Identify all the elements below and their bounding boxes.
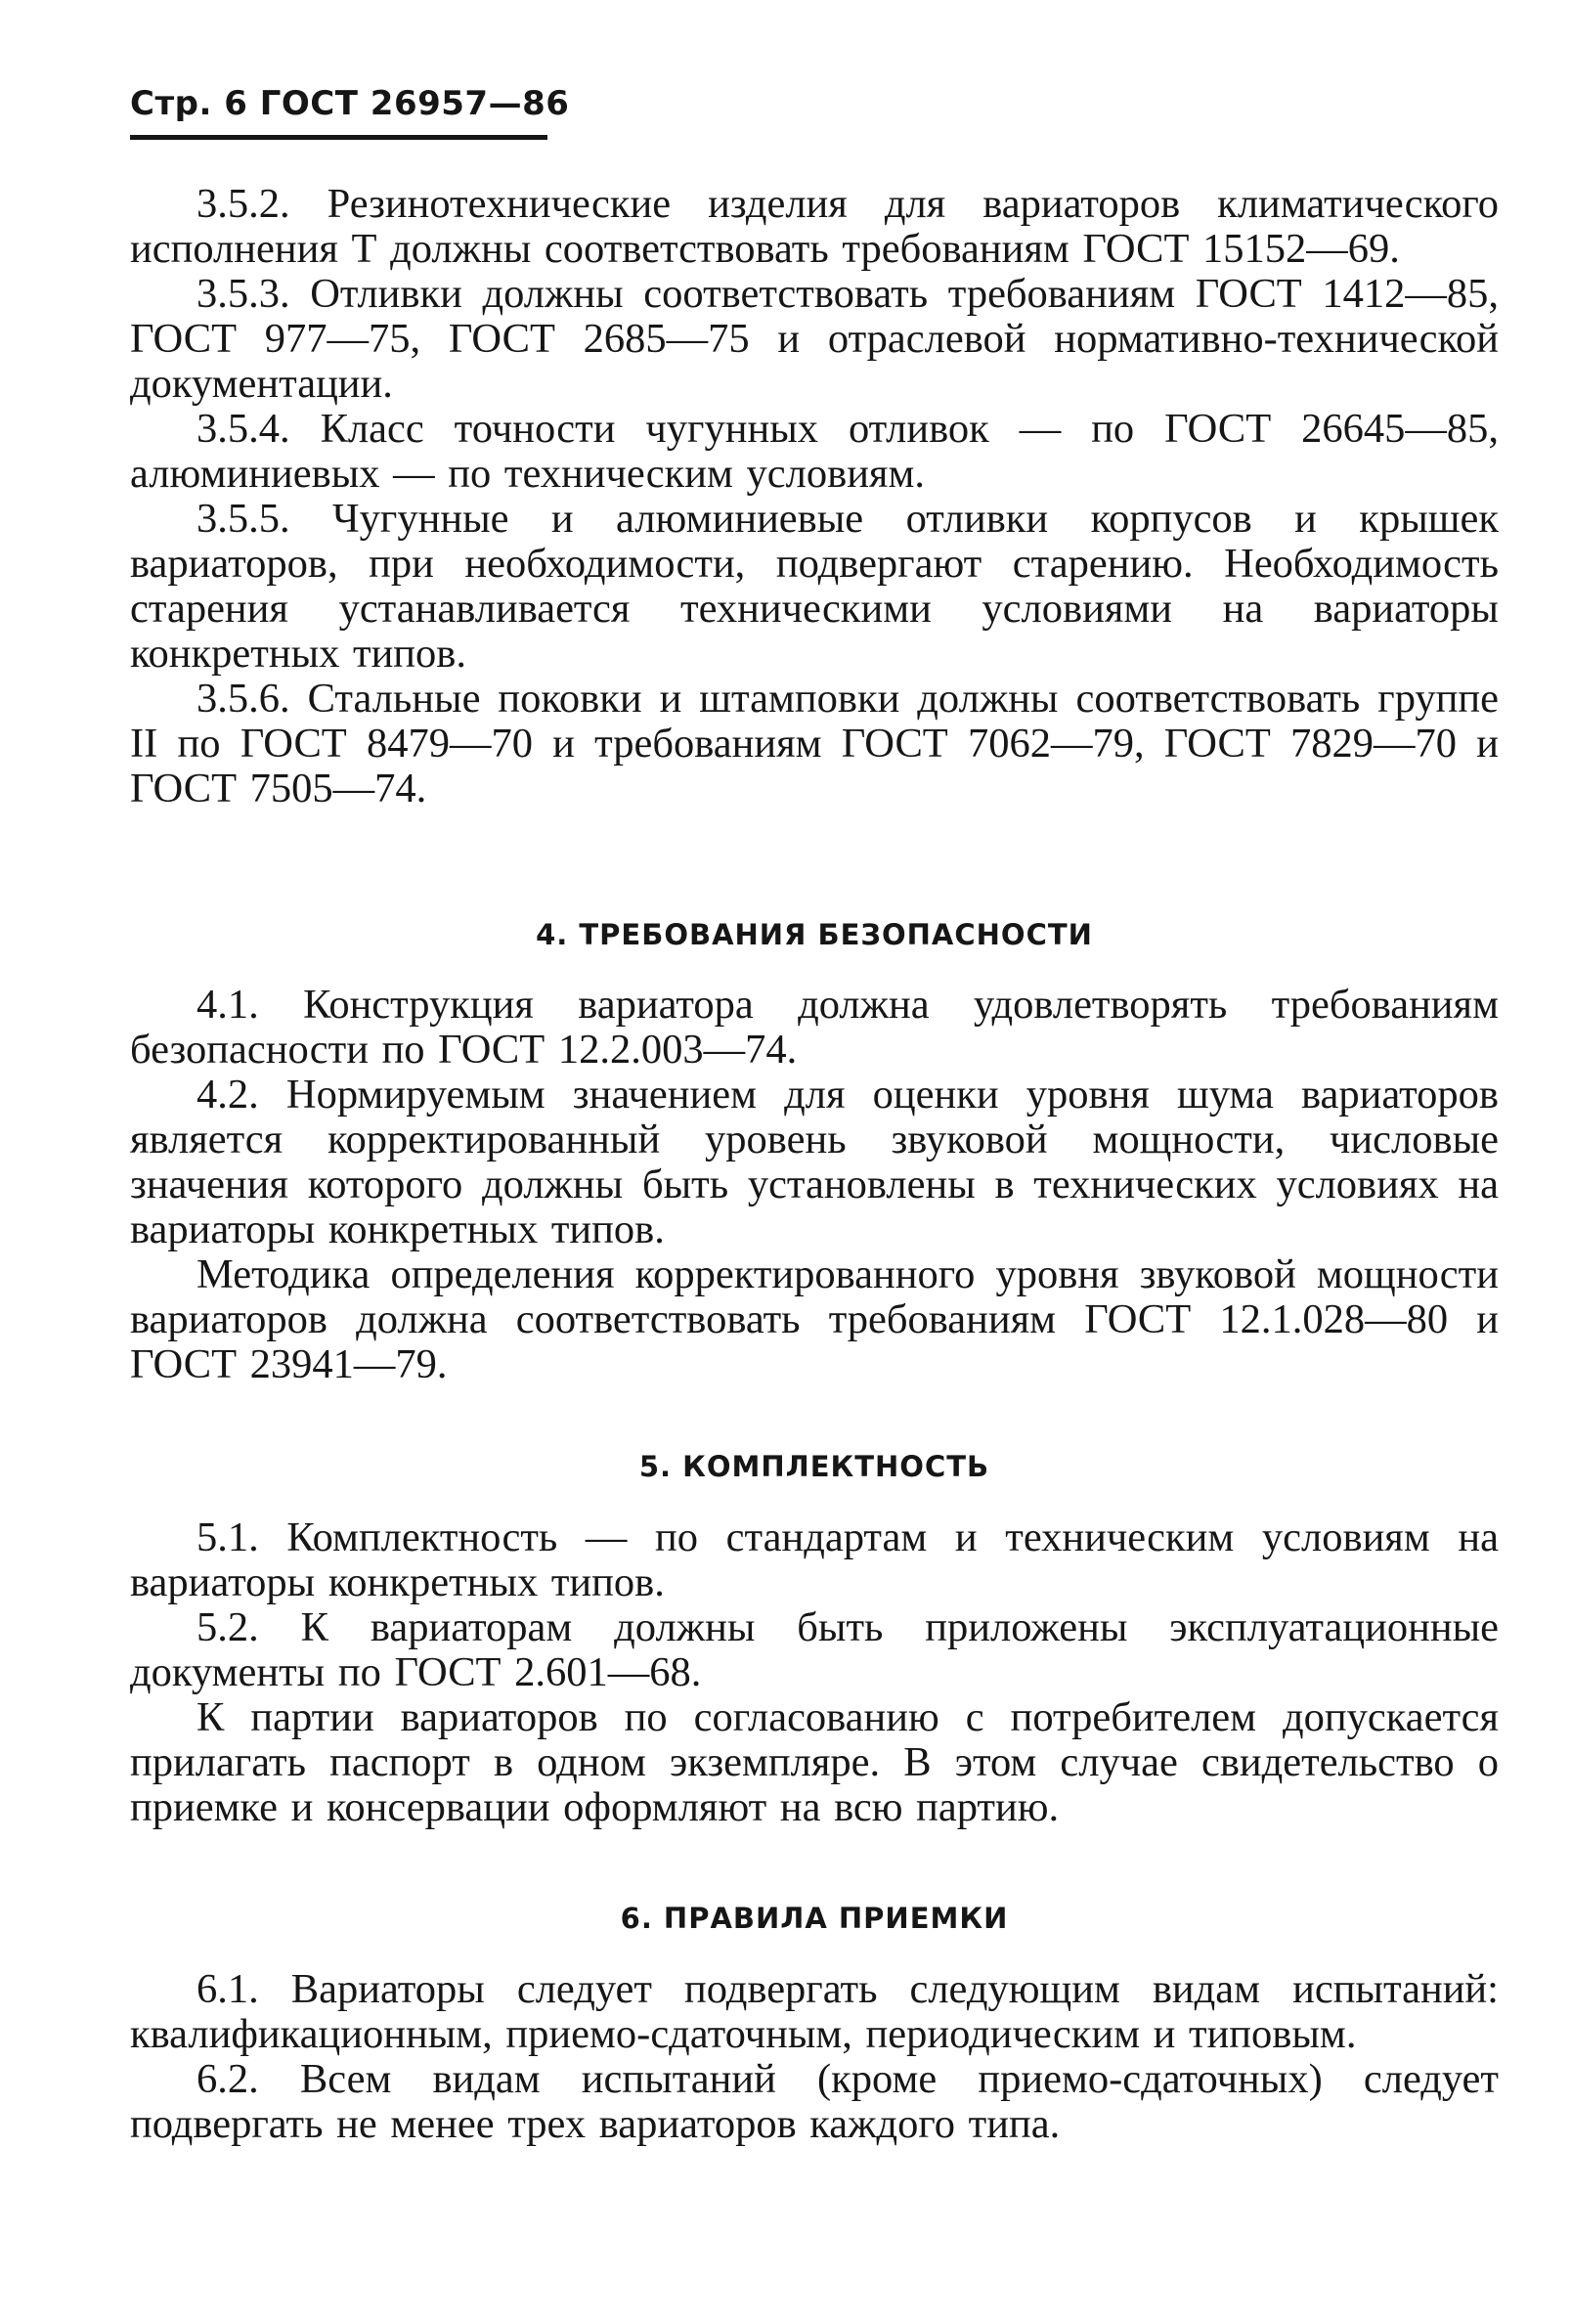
paragraph-3-5-5: 3.5.5. Чугунные и алюминиевые отливки корпусов и крышек вариаторов, при необходимости, подвергают старению. Необходимость старения устанавливается техническими условиями на вариаторы конкретных типов. [130,496,1499,677]
paragraph-3-5-6: 3.5.6. Стальные поковки и штамповки должны соответствовать группе II по ГОСТ 8479—70 и требованиям ГОСТ 7062—79, ГОСТ 7829—70 и ГОСТ 7505—74. [130,676,1499,811]
paragraph-4-2-method: Методика определения корректированного уровня звуковой мощности вариаторов должна соответствовать требованиям ГОСТ 12.1.028—80 и ГОСТ 23941—79. [130,1251,1499,1387]
section-5-text [130,1515,1499,1830]
paragraph-5-1: 5.1. Комплектность — по стандартам и техническим условиям на вариаторы конкретных типов. [130,1514,1499,1605]
running-head: Стр. 6 ГОСТ 26957—86 [130,84,570,123]
paragraph-3-5-2: 3.5.2. Резинотехнические изделия для вариаторов климатического исполнения Т должны соответствовать требованиям ГОСТ 15152—69. [130,181,1499,272]
paragraph-3-5-4: 3.5.4. Класс точности чугунных отливок — по ГОСТ 26645—85, алюминиевых — по техническим условиям. [130,406,1499,497]
section-3-5-text [130,182,1499,811]
section-heading-5: 5. КОМПЛЕКТНОСТЬ [638,1450,990,1483]
paragraph-6-1: 6.1. Вариаторы следует подвергать следующим видам испытаний: квалификационным, приемо-сдаточным, периодическим и типовым. [130,1966,1499,2057]
paragraph-5-2: 5.2. К вариаторам должны быть приложены эксплуатационные документы по ГОСТ 2.601—68. [130,1604,1499,1695]
paragraph-6-2: 6.2. Всем видам испытаний (кроме приемо-сдаточных) следует подвергать не менее трех вариаторов каждого типа. [130,2056,1499,2147]
paragraph-4-2: 4.2. Нормируемым значением для оценки уровня шума вариаторов является корректированный уровень звуковой мощности, числовые значения которого должны быть установлены в технических условиях на вариаторы конкретных типов. [130,1072,1499,1252]
paragraph-4-1: 4.1. Конструкция вариатора должна удовлетворять требованиям безопасности по ГОСТ 12.2.003—74. [130,982,1499,1073]
section-heading-4: 4. ТРЕБОВАНИЯ БЕЗОПАСНОСТИ [536,918,1093,951]
section-heading-6: 6. ПРАВИЛА ПРИЕМКИ [620,1902,1009,1935]
paragraph-5-2-batch: К партии вариаторов по согласованию с потребителем допускается прилагать паспорт в одном экземпляре. В этом случае свидетельство о приемке и консервации оформляют на всю партию. [130,1694,1499,1830]
section-4-text [130,983,1499,1387]
header-rule [130,135,547,140]
paragraph-3-5-3: 3.5.3. Отливки должны соответствовать требованиям ГОСТ 1412—85, ГОСТ 977—75, ГОСТ 2685—75 и отраслевой нормативно-технической документации. [130,271,1499,407]
section-6-text [130,1967,1499,2147]
